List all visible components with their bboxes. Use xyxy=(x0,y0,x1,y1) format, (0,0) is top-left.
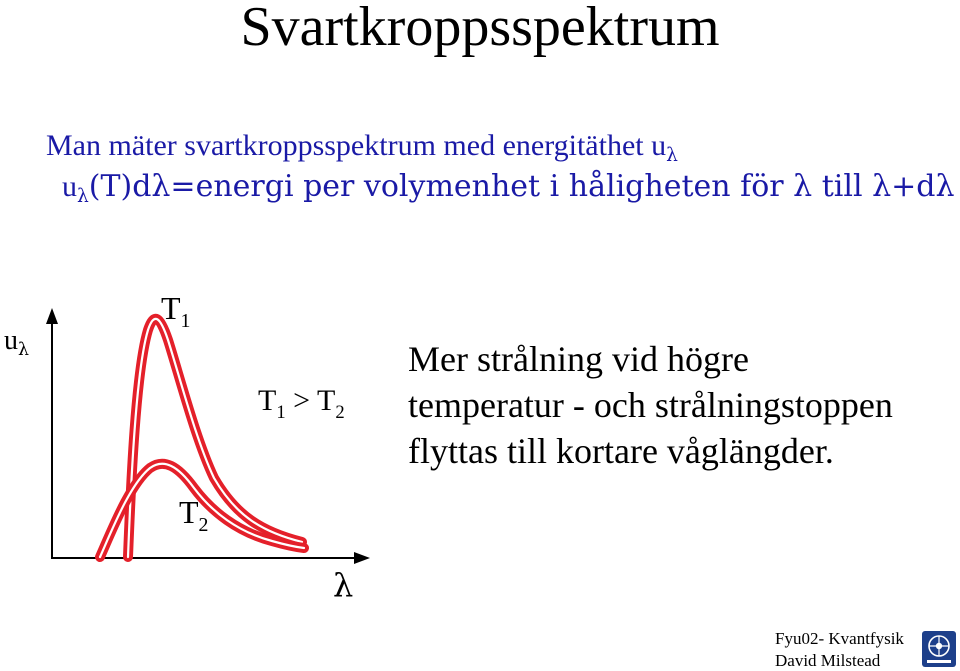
curve-t2-label xyxy=(179,494,209,536)
curve-t1-label xyxy=(161,290,191,332)
curve-t1-label-sub: 1 xyxy=(180,310,191,332)
x-axis-label: λ xyxy=(333,566,354,604)
y-axis-arrowhead xyxy=(46,308,58,324)
fysikum-logo-icon xyxy=(922,631,956,667)
intro-line-2-u: u xyxy=(62,170,77,203)
temperature-comparison xyxy=(258,384,345,423)
description-line-1: Mer strålning vid högre xyxy=(408,339,749,379)
intro-line-2-sub: λ xyxy=(77,186,89,207)
y-axis-label xyxy=(4,325,30,360)
curve-t1 xyxy=(128,319,302,557)
curve-t1-label-main: T xyxy=(161,290,181,326)
description-line-2: temperatur - och strålningstoppen xyxy=(408,385,893,425)
intro-line-1-text: Man mäter svartkroppsspektrum med energitäthet u xyxy=(46,129,667,162)
intro-line-1-sub: λ xyxy=(666,145,678,166)
y-axis-label-main: u xyxy=(4,325,18,356)
y-axis-label-sub: λ xyxy=(18,340,30,360)
curve-t2-label-main: T xyxy=(179,494,199,530)
curve-t2-label-sub: 2 xyxy=(198,514,209,536)
comparison-b: T xyxy=(317,384,336,417)
footer-author: David Milstead xyxy=(775,651,881,670)
x-axis-arrowhead xyxy=(354,552,370,564)
footer-course: Fyu02- Kvantfysik xyxy=(775,629,904,648)
comparison-operator: > xyxy=(285,384,318,417)
comparison-a: T xyxy=(258,384,277,417)
intro-line-2-rest: (T)dλ=energi per volymenhet i håligheten för λ till λ+dλ xyxy=(88,169,955,204)
description-line-3: flyttas till kortare våglängder. xyxy=(408,431,834,471)
description-text xyxy=(408,336,893,474)
comparison-b-sub: 2 xyxy=(335,402,345,423)
slide-title: Svartkroppsspektrum xyxy=(240,0,720,58)
comparison-a-sub: 1 xyxy=(276,402,286,423)
